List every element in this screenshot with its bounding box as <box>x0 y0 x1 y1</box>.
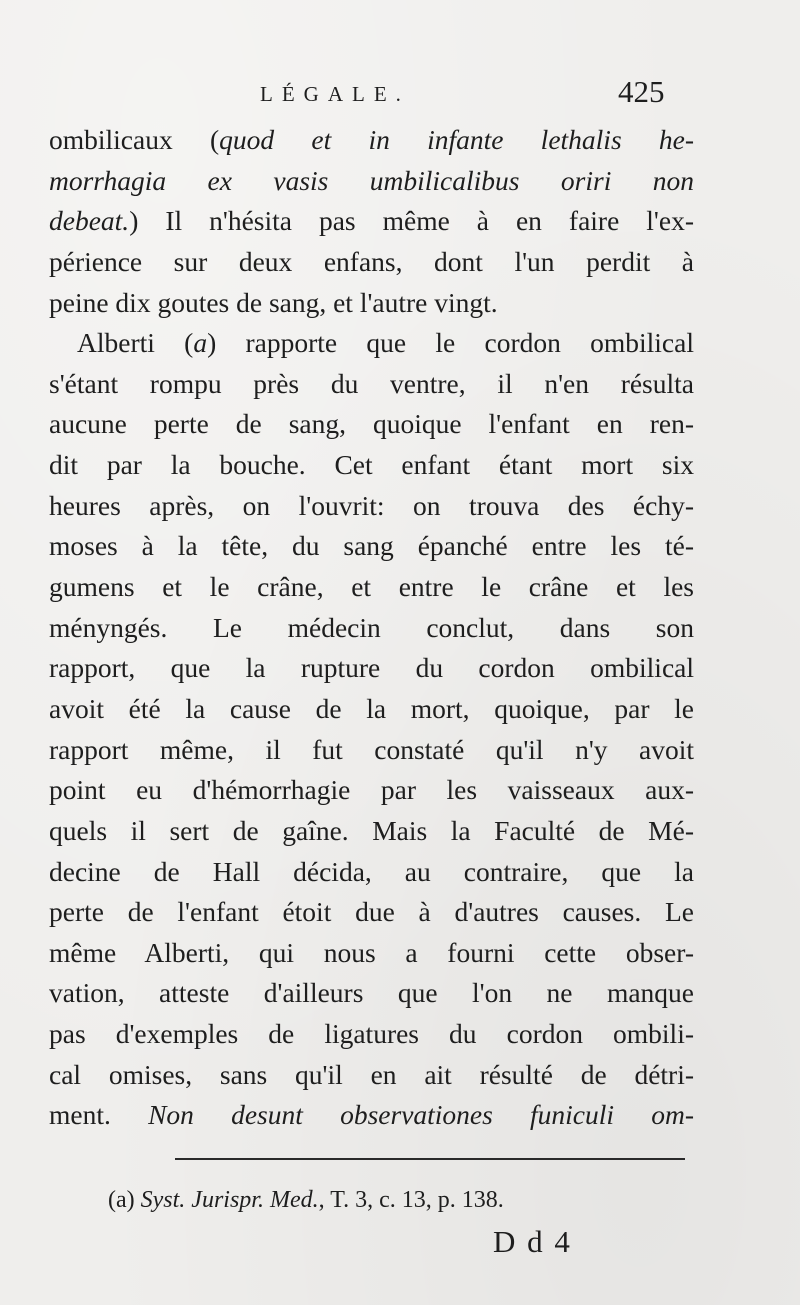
text-segment: cal omises, sans qu'il en ait résulté de détri- <box>49 1058 694 1090</box>
text-line <box>49 486 694 527</box>
text-line <box>49 648 694 689</box>
text-segment: Alberti ( <box>77 327 194 359</box>
italic-segment: quod et in infante lethalis he- <box>219 124 694 155</box>
footnote-segment: (a) <box>108 1187 141 1213</box>
text-line <box>49 161 694 202</box>
text-segment: rapport même, il fut constaté qu'il n'y avoit <box>49 733 694 765</box>
text-line <box>49 445 694 486</box>
text-segment: périence sur deux enfans, dont l'un perdit à <box>49 245 694 277</box>
running-title: LÉGALE. <box>260 82 410 106</box>
text-segment: moses à la tête, du sang épanché entre les té- <box>49 530 694 562</box>
text-segment: decine de Hall décida, au contraire, que la <box>49 855 694 887</box>
footnote-segment: , T. 3, c. 13, p. 138. <box>318 1187 504 1213</box>
text-line <box>49 770 694 811</box>
text-segment: perte de l'enfant étoit due à d'autres causes. Le <box>49 896 694 928</box>
text-line <box>49 892 694 933</box>
text-segment: point eu d'hémorrhagie par les vaisseaux aux- <box>49 774 694 806</box>
italic-segment: debeat. <box>49 205 130 237</box>
text-segment: vation, atteste d'ailleurs que l'on ne manque <box>49 977 694 1009</box>
text-line <box>49 811 694 852</box>
page-number: 425 <box>618 74 665 109</box>
text-line <box>49 364 694 405</box>
running-head <box>0 74 800 114</box>
text-segment: ményngés. Le médecin conclut, dans son <box>49 611 694 643</box>
text-segment: quels il sert de gaîne. Mais la Faculté de Mé- <box>49 814 694 846</box>
text-line <box>49 120 694 161</box>
signature-mark: D d 4 <box>493 1224 572 1259</box>
italic-segment: morrhagia ex vasis umbilicalibus oriri non <box>49 164 694 196</box>
text-line <box>49 323 694 364</box>
text-line <box>49 283 694 324</box>
text-line <box>49 1095 694 1136</box>
text-line <box>49 242 694 283</box>
text-line <box>49 933 694 974</box>
text-segment: pas d'exemples de ligatures du cordon ombili- <box>49 1018 694 1050</box>
italic-segment: a <box>193 327 208 359</box>
text-line <box>49 1055 694 1096</box>
text-line <box>49 973 694 1014</box>
text-line <box>49 1014 694 1055</box>
text-line <box>49 608 694 649</box>
text-segment: même Alberti, qui nous a fourni cette obser- <box>49 936 694 968</box>
text-segment: avoit été la cause de la mort, quoique, par le <box>49 692 694 724</box>
footnote <box>108 1187 504 1214</box>
text-line <box>49 404 694 445</box>
text-line <box>49 852 694 893</box>
text-segment: s'étant rompu près du ventre, il n'en résulta <box>49 367 694 399</box>
italic-segment: Non desunt observationes funiculi om- <box>148 1099 694 1131</box>
text-line <box>49 689 694 730</box>
footnote-citation: Syst. Jurispr. Med. <box>140 1187 319 1213</box>
text-segment: dit par la bouche. Cet enfant étant mort six <box>49 449 694 481</box>
text-segment: rapport, que la rupture du cordon ombilical <box>49 652 694 684</box>
text-line <box>49 526 694 567</box>
footnote-rule <box>175 1158 685 1160</box>
text-segment: ) rapporte que le cordon ombilical <box>207 327 694 359</box>
text-segment: ment. <box>49 1099 149 1131</box>
text-segment: peine dix goutes de sang, et l'autre vingt. <box>49 286 498 318</box>
main-text <box>49 120 694 1136</box>
text-segment: ) Il n'hésita pas même à en faire l'ex- <box>129 205 694 237</box>
text-segment: heures après, on l'ouvrit: on trouva des échy- <box>49 489 694 521</box>
text-line <box>49 730 694 771</box>
text-line <box>49 201 694 242</box>
text-segment: gumens et le crâne, et entre le crâne et les <box>49 571 694 603</box>
text-segment: aucune perte de sang, quoique l'enfant en ren- <box>49 408 694 440</box>
text-segment: ombilicaux ( <box>49 124 220 155</box>
text-line <box>49 567 694 608</box>
